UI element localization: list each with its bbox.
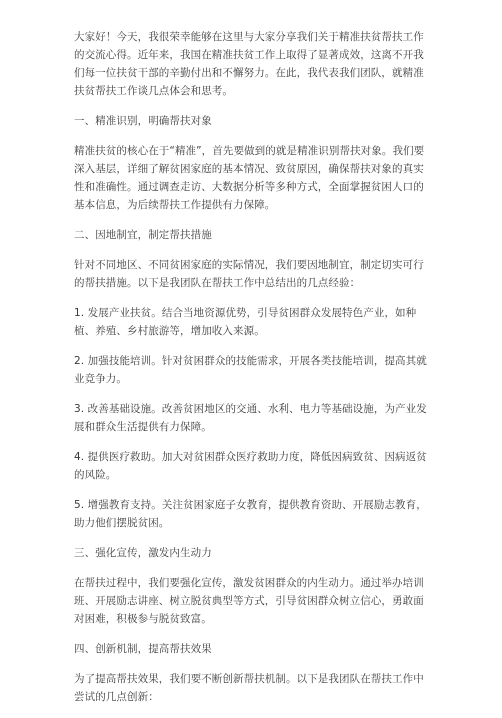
intro-paragraph: 大家好！今天，我很荣幸能够在这里与大家分享我们关于精准扶贫帮扶工作的交流心得。近年来，我国在精准扶贫工作上取得了显著成效，这离不开我们每一位扶贫干部的辛勤付出和不懈努力。在此，我代表我们团队，就精准扶贫帮扶工作谈几点体会和思考。 — [74, 31, 424, 97]
list-item: 4. 提供医疗救助。加大对贫困群众医疗救助力度，降低因病致贫、因病返贫的风险。 — [74, 451, 427, 481]
list-item: 5. 增强教育支持。关注贫困家庭子女教育，提供教育资助、开展励志教育，助力他们摆脱贫困。 — [74, 499, 427, 529]
list-item: 1. 发展产业扶贫。结合当地资源优势，引导贫困群众发展特色产业，如种植、养殖、乡村旅游等，增加收入来源。 — [74, 307, 417, 337]
section-2-paragraph: 针对不同地区、不同贫困家庭的实际情况，我们要因地制宜，制定切实可行的帮扶措施。以下是我团队在帮扶工作中总结出的几点经验： — [74, 259, 424, 289]
section-heading-4: 四、创新机制，提高帮扶效果 — [74, 643, 212, 655]
section-1-paragraph: 精准扶贫的核心在于“精准”，首先要做到的就是精准识别帮扶对象。我们要深入基层，详细了解贫困家庭的基本情况、致贫原因，确保帮扶对象的真实性和准确性。通过调查走访、大数据分析等多种方式，全面掌握贫困人口的基本信息，为后续帮扶工作提供有力保障。 — [74, 145, 425, 211]
document-body — [74, 28, 434, 718]
list-item: 2. 加强技能培训。针对贫困群众的技能需求，开展各类技能培训，提高其就业竞争力。 — [74, 355, 427, 385]
section-3-paragraph: 在帮扶过程中，我们要强化宣传，激发贫困群众的内生动力。通过举办培训班、开展励志讲座、树立脱贫典型等方式，引导贫困群众树立信心，勇敢面对困难，积极参与脱贫致富。 — [74, 577, 424, 625]
section-heading-1: 一、精准识别，明确帮扶对象 — [74, 115, 212, 127]
section-heading-3: 三、强化宣传，激发内生动力 — [74, 547, 212, 559]
section-4-paragraph: 为了提高帮扶效果，我们要不断创新帮扶机制。以下是我团队在帮扶工作中尝试的几点创新： — [74, 673, 424, 703]
list-item: 3. 改善基础设施。改善贫困地区的交通、水利、电力等基础设施，为产业发展和群众生活提供有力保障。 — [74, 403, 427, 433]
section-heading-2: 二、因地制宜，制定帮扶措施 — [74, 229, 212, 241]
